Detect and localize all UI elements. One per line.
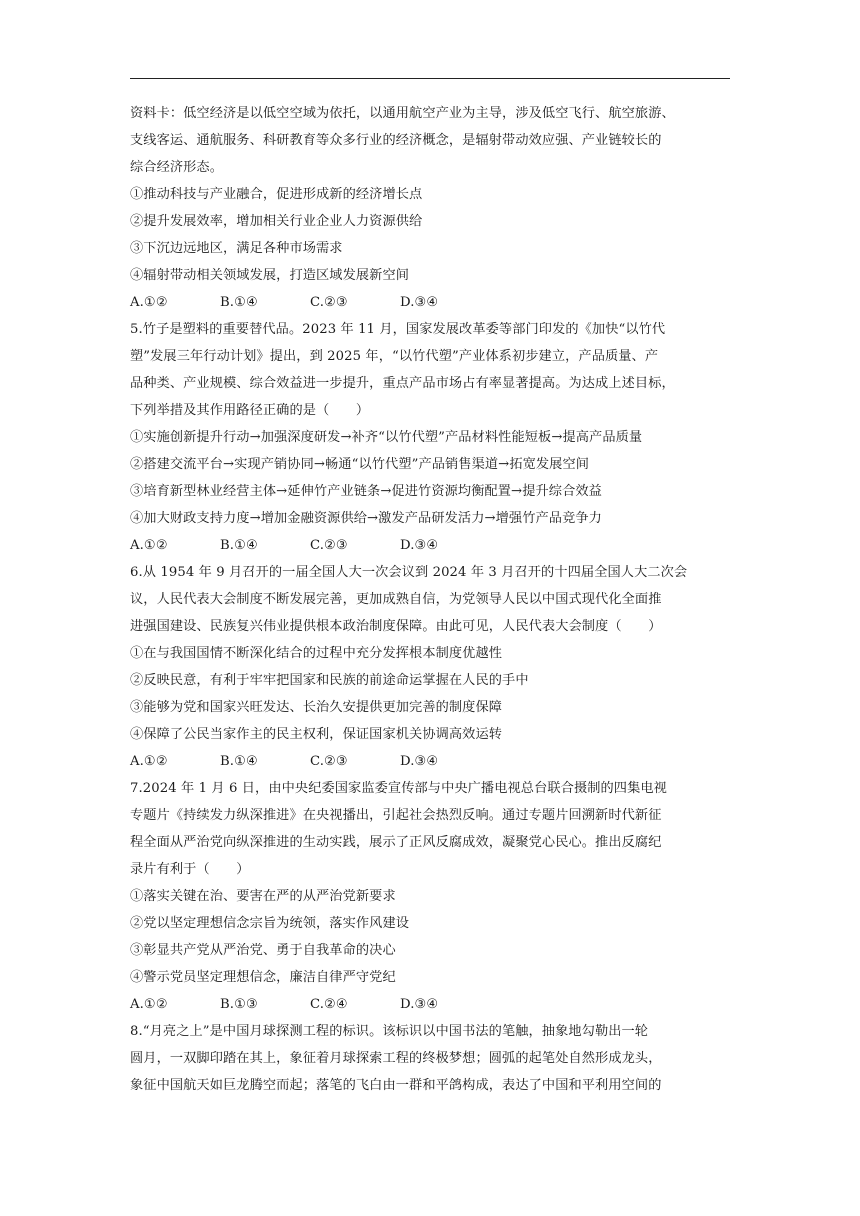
- question-5-options: [130, 532, 730, 559]
- header-rule: [130, 78, 730, 79]
- option-d[interactable]: D.③④: [400, 997, 439, 1012]
- option-d[interactable]: D.③④: [400, 754, 439, 769]
- statement: ①推动科技与产业融合，促进形成新的经济增长点: [130, 187, 423, 202]
- option-b[interactable]: B.①④: [220, 754, 258, 769]
- question-stem-line: 进强国建设、民族复兴伟业提供根本政治制度保障。由此可见，人民代表大会制度（ ）: [130, 619, 662, 634]
- question-6-options: [130, 748, 730, 775]
- question-stem-line: 6.从 1954 年 9 月召开的一届全国人大一次会议到 2024 年 3 月召开的十四届全国人大二次会: [130, 565, 688, 580]
- statement: ①实施创新提升行动→加强深度研发→补齐“以竹代塑”产品材料性能短板→提高产品质量: [130, 430, 643, 445]
- option-a[interactable]: A.①②: [130, 754, 168, 769]
- statement: ②反映民意，有利于牢牢把国家和民族的前途命运掌握在人民的手中: [130, 673, 529, 688]
- question-stem-line: 议，人民代表大会制度不断发展完善，更加成熟自信，为党领导人民以中国式现代化全面推: [130, 592, 662, 607]
- material-line: 综合经济形态。: [130, 160, 224, 175]
- material-line: 支线客运、通航服务、科研教育等众多行业的经济概念，是辐射带动效应强、产业链较长的: [130, 133, 662, 148]
- option-b[interactable]: B.①④: [220, 538, 258, 553]
- question-stem-line: 圆月，一双脚印踏在其上，象征着月球探索工程的终极梦想；圆弧的起笔处自然形成龙头，: [130, 1051, 662, 1066]
- question-stem-line: 象征中国航天如巨龙腾空而起；落笔的飞白由一群和平鸽构成，表达了中国和平利用空间的: [130, 1078, 662, 1093]
- material-line: 资料卡：低空经济是以低空空域为依托，以通用航空产业为主导，涉及低空飞行、航空旅游、: [130, 106, 675, 121]
- statement: ②搭建交流平台→实现产销协同→畅通“以竹代塑”产品销售渠道→拓宽发展空间: [130, 457, 590, 472]
- question-stem-line: 品种类、产业规模、综合效益进一步提升，重点产品市场占有率显著提高。为达成上述目标，: [130, 376, 675, 391]
- option-c[interactable]: C.②③: [310, 754, 348, 769]
- question-7: [130, 775, 730, 991]
- question-4-options: [130, 289, 730, 316]
- statement: ②提升发展效率，增加相关行业企业人力资源供给: [130, 214, 423, 229]
- statement: ①在与我国国情不断深化结合的过程中充分发挥根本制度优越性: [130, 646, 503, 661]
- exam-page: [130, 100, 730, 1099]
- question-8: [130, 1018, 730, 1099]
- question-5: [130, 316, 730, 532]
- material-card: [130, 100, 730, 181]
- option-c[interactable]: C.②③: [310, 295, 348, 310]
- question-stem-line: 程全面从严治党向纵深推进的生动实践，展示了正风反腐成效，凝聚党心民心。推出反腐纪: [130, 835, 662, 850]
- option-a[interactable]: A.①②: [130, 538, 168, 553]
- option-d[interactable]: D.③④: [400, 295, 439, 310]
- option-b[interactable]: B.①③: [220, 997, 258, 1012]
- statement: ③培育新型林业经营主体→延伸竹产业链条→促进竹资源均衡配置→提升综合效益: [130, 484, 602, 499]
- option-a[interactable]: A.①②: [130, 295, 168, 310]
- option-a[interactable]: A.①②: [130, 997, 168, 1012]
- option-c[interactable]: C.②④: [310, 997, 348, 1012]
- statement: ③彰显共产党从严治党、勇于自我革命的决心: [130, 943, 396, 958]
- statement: ②党以坚定理想信念宗旨为统领，落实作风建设: [130, 916, 410, 931]
- option-b[interactable]: B.①④: [220, 295, 258, 310]
- question-stem-line: 下列举措及其作用路径正确的是（ ）: [130, 403, 370, 418]
- statement: ④辐射带动相关领域发展，打造区域发展新空间: [130, 268, 410, 283]
- statement: ④警示党员坚定理想信念，廉洁自律严守党纪: [130, 970, 396, 985]
- question-4-statements: [130, 181, 730, 289]
- statement: ④加大财政支持力度→增加金融资源供给→激发产品研发活力→增强竹产品竞争力: [130, 511, 602, 526]
- option-c[interactable]: C.②③: [310, 538, 348, 553]
- question-stem-line: 8.“月亮之上”是中国月球探测工程的标识。该标识以中国书法的笔触，抽象地勾勒出一轮: [130, 1024, 649, 1039]
- question-7-options: [130, 991, 730, 1018]
- question-stem-line: 5.竹子是塑料的重要替代品。2023 年 11 月，国家发展改革委等部门印发的《加快“以竹代: [130, 322, 666, 337]
- question-stem-line: 7.2024 年 1 月 6 日，由中央纪委国家监委宣传部与中央广播电视总台联合摄制的四集电视: [130, 781, 667, 796]
- option-d[interactable]: D.③④: [400, 538, 439, 553]
- question-stem-line: 专题片《持续发力纵深推进》在央视播出，引起社会热烈反响。通过专题片回溯新时代新征: [130, 808, 662, 823]
- statement: ①落实关键在治、要害在严的从严治党新要求: [130, 889, 396, 904]
- statement: ③能够为党和国家兴旺发达、长治久安提供更加完善的制度保障: [130, 700, 503, 715]
- question-stem-line: 录片有利于（ ）: [130, 862, 250, 877]
- statement: ③下沉边远地区，满足各种市场需求: [130, 241, 343, 256]
- question-stem-line: 塑”发展三年行动计划》提出，到 2025 年，“以竹代塑”产业体系初步建立，产品质量、产: [130, 349, 659, 364]
- question-6: [130, 559, 730, 748]
- statement: ④保障了公民当家作主的民主权利，保证国家机关协调高效运转: [130, 727, 503, 742]
